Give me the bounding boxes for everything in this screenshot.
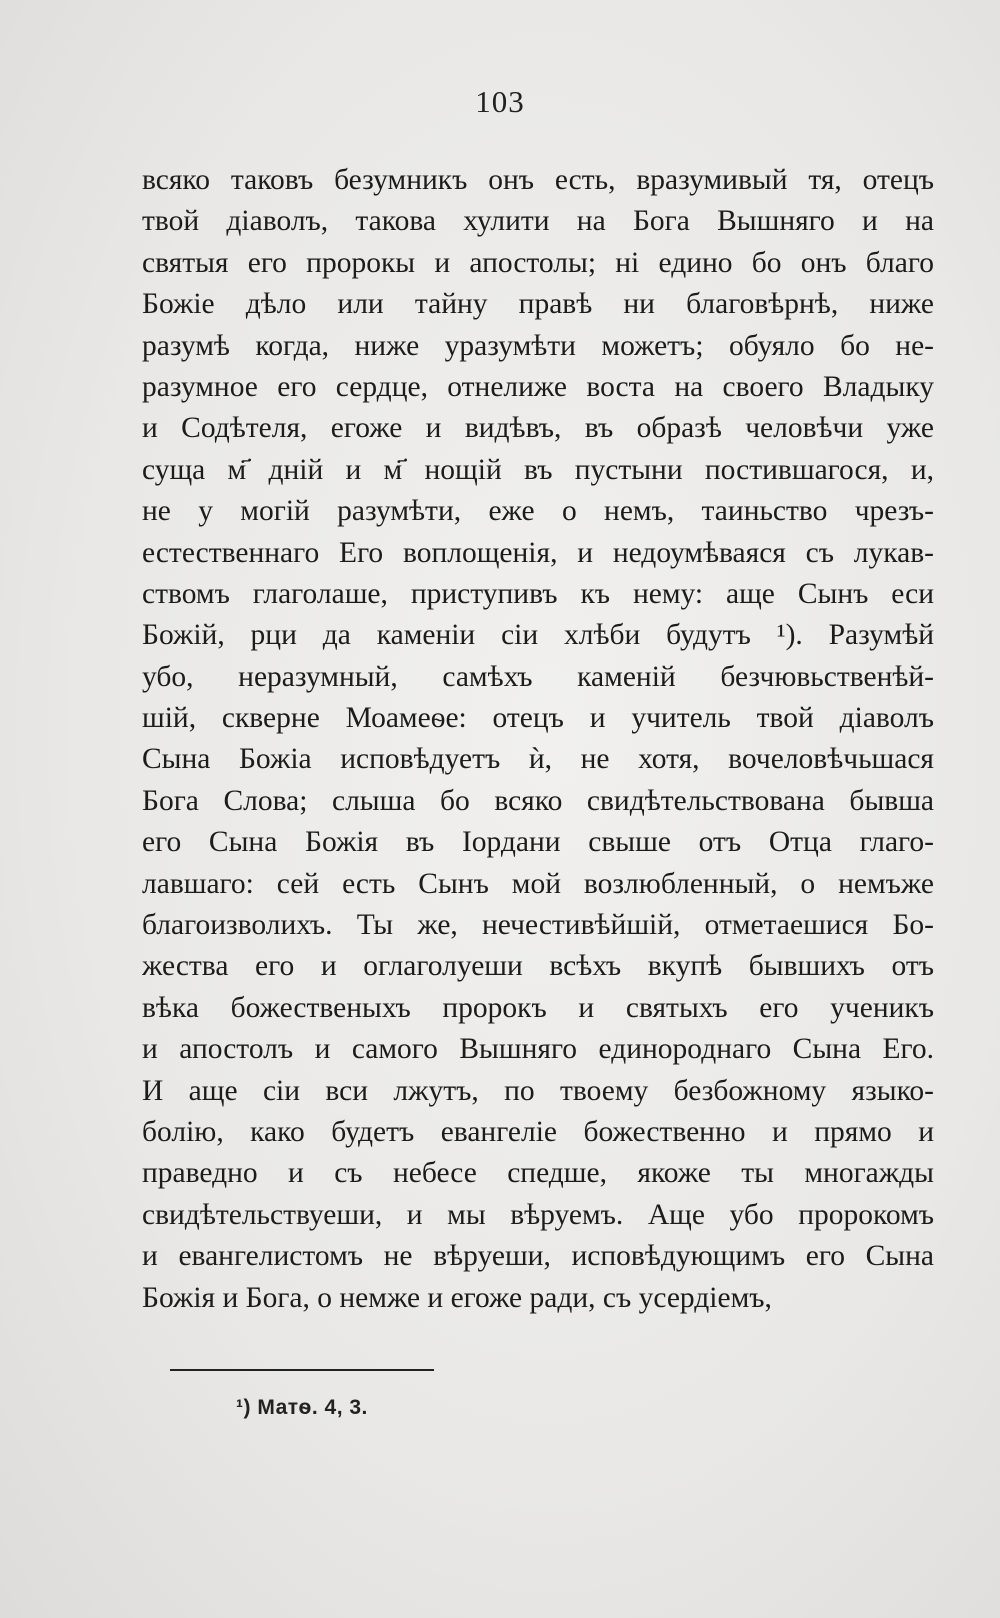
text-line: разумѣ когда, ниже уразумѣти можетъ; обуяло бо не- <box>142 329 934 362</box>
text-line: не у могій разумѣти, еже о немъ, таиньство чрезъ- <box>142 495 934 528</box>
text-line: жества его и оглаголуеши всѣхъ вкупѣ бывшихъ отъ <box>142 950 934 983</box>
text-line: и апостолъ и самого Вышняго единороднаго Сына Его. <box>142 1033 934 1066</box>
text-line: вѣка божественыхъ пророкъ и святыхъ его ученикъ <box>142 991 934 1024</box>
text-line: всяко таковъ безумникъ онъ есть, вразумивый тя, отецъ <box>142 164 934 196</box>
text-line: лавшаго: сей есть Сынъ мой возлюбленный, о немъже <box>142 867 934 900</box>
text-line: и Содѣтеля, егоже и видѣвъ, въ образѣ человѣчи уже <box>142 412 934 445</box>
page-number: 103 <box>475 84 525 119</box>
text-line: ствомъ глаголаше, приступивъ къ нему: аще Сынъ еси <box>142 577 934 610</box>
text-line: естественнаго Его воплощенія, и недоумѣваяся съ лукав- <box>142 536 934 569</box>
text-line: Бога Слова; слыша бо всяко свидѣтельствована бывша <box>142 784 934 817</box>
text-line: святыя его пророкы и апостолы; ні едино бо онъ благо <box>142 246 934 279</box>
text-line: разумное его сердце, отнелиже воста на своего Владыку <box>142 370 934 403</box>
text-line: его Сына Божія въ Іордани свыше отъ Отца глаго- <box>142 826 934 859</box>
text-line: Божій, рци да каменіи сіи хлѣби будутъ ¹). Разумѣй <box>142 619 934 652</box>
text-line: твой діаволъ, такова хулити на Бога Вышняго и на <box>142 205 934 238</box>
footnote-divider <box>170 1369 434 1371</box>
text-line: свидѣтельствуеши, и мы вѣруемъ. Аще убо пророкомъ <box>142 1198 934 1231</box>
text-line: убо, неразумный, самѣхъ каменій безчювьственѣй- <box>142 660 934 693</box>
text-line: Божіе дѣло или тайну правѣ ни благовѣрнѣ, ниже <box>142 288 934 321</box>
footnote: ¹) Матѳ. 4, 3. <box>236 1396 368 1419</box>
body-text <box>142 160 934 1319</box>
text-line: шій, скверне Моамеѳе: отецъ и учитель твой діаволъ <box>142 702 934 735</box>
text-line: Сына Божіа исповѣдуетъ ѝ, не хотя, вочеловѣчьшася <box>142 743 934 776</box>
text-line: праведно и съ небесе спедше, якоже ты многажды <box>142 1157 934 1190</box>
text-line: и евангелистомъ не вѣруеши, исповѣдующимъ его Сына <box>142 1240 934 1273</box>
text-line: болію, како будетъ евангеліе божественно и прямо и <box>142 1115 934 1148</box>
text-line: суща м҃ дній и м҃ нощій въ пустыни постившагося, и, <box>142 453 934 486</box>
text-line: И аще сіи вси лжутъ, по твоему безбожному языко- <box>142 1074 934 1107</box>
text-line: благоизволихъ. Ты же, нечестивѣйшій, отметаешися Бо- <box>142 909 934 942</box>
text-line: Божія и Бога, о немже и егоже ради, съ усердіемъ, <box>142 1281 772 1314</box>
